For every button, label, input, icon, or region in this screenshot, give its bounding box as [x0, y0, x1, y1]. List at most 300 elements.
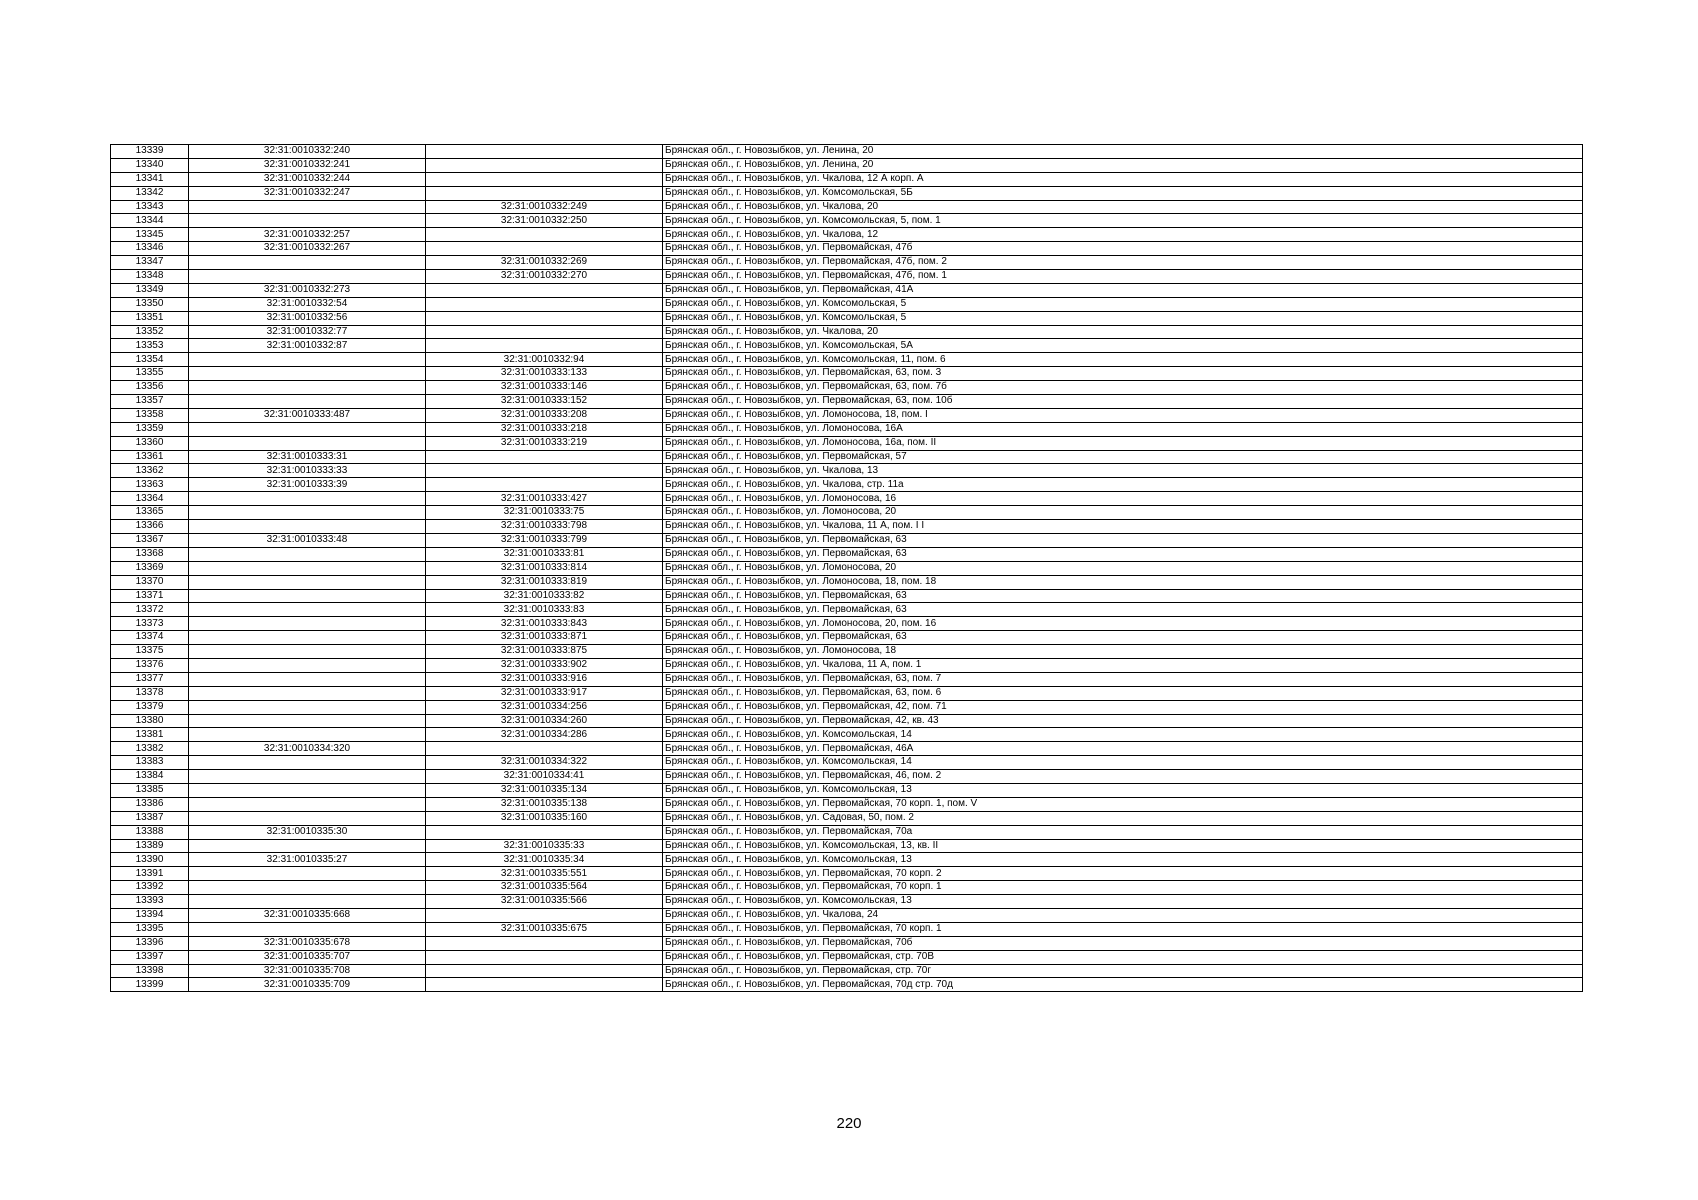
table-row	[111, 770, 1583, 784]
row-number-cell: 13363	[111, 478, 189, 492]
cadastral-number-alt-cell	[426, 908, 663, 922]
cadastral-number-alt-cell	[426, 145, 663, 159]
table-row	[111, 756, 1583, 770]
address-cell: Брянская обл., г. Новозыбков, ул. Чкалова, 12	[663, 228, 1583, 242]
cadastral-number-cell	[189, 506, 426, 520]
cadastral-number-alt-cell: 32:31:0010335:566	[426, 895, 663, 909]
table-row	[111, 908, 1583, 922]
table-row	[111, 589, 1583, 603]
table-row	[111, 658, 1583, 672]
cadastral-number-alt-cell: 32:31:0010333:83	[426, 603, 663, 617]
row-number-cell: 13386	[111, 797, 189, 811]
row-number-cell: 13393	[111, 895, 189, 909]
cadastral-number-cell	[189, 214, 426, 228]
table-row	[111, 311, 1583, 325]
cadastral-number-alt-cell: 32:31:0010335:675	[426, 922, 663, 936]
table-row	[111, 381, 1583, 395]
row-number-cell: 13341	[111, 172, 189, 186]
row-number-cell: 13353	[111, 339, 189, 353]
cadastral-number-alt-cell: 32:31:0010335:134	[426, 783, 663, 797]
row-number-cell: 13374	[111, 631, 189, 645]
row-number-cell: 13382	[111, 742, 189, 756]
cadastral-number-alt-cell: 32:31:0010332:270	[426, 270, 663, 284]
cadastral-number-alt-cell	[426, 172, 663, 186]
table-row	[111, 297, 1583, 311]
table-row	[111, 520, 1583, 534]
cadastral-number-cell	[189, 672, 426, 686]
cadastral-number-alt-cell: 32:31:0010333:843	[426, 617, 663, 631]
cadastral-number-cell	[189, 714, 426, 728]
cadastral-number-cell: 32:31:0010333:39	[189, 478, 426, 492]
table-row	[111, 158, 1583, 172]
address-cell: Брянская обл., г. Новозыбков, ул. Ломоносова, 18, пом. 18	[663, 575, 1583, 589]
address-cell: Брянская обл., г. Новозыбков, ул. Комсомольская, 13, кв. II	[663, 839, 1583, 853]
cadastral-number-cell	[189, 492, 426, 506]
address-cell: Брянская обл., г. Новозыбков, ул. Ломоносова, 20	[663, 561, 1583, 575]
cadastral-number-cell	[189, 520, 426, 534]
cadastral-number-cell: 32:31:0010333:48	[189, 533, 426, 547]
cadastral-number-cell	[189, 270, 426, 284]
table-row	[111, 964, 1583, 978]
cadastral-number-alt-cell	[426, 242, 663, 256]
table-row	[111, 353, 1583, 367]
table-row	[111, 422, 1583, 436]
cadastral-number-cell	[189, 728, 426, 742]
cadastral-number-cell: 32:31:0010335:30	[189, 825, 426, 839]
address-cell: Брянская обл., г. Новозыбков, ул. Комсомольская, 5Б	[663, 186, 1583, 200]
table-row	[111, 256, 1583, 270]
row-number-cell: 13349	[111, 283, 189, 297]
cadastral-number-cell: 32:31:0010332:54	[189, 297, 426, 311]
cadastral-number-cell: 32:31:0010332:240	[189, 145, 426, 159]
cadastral-number-alt-cell	[426, 742, 663, 756]
row-number-cell: 13398	[111, 964, 189, 978]
row-number-cell: 13375	[111, 645, 189, 659]
table-row	[111, 270, 1583, 284]
row-number-cell: 13368	[111, 547, 189, 561]
address-cell: Брянская обл., г. Новозыбков, ул. Первомайская, 46, пом. 2	[663, 770, 1583, 784]
cadastral-number-alt-cell	[426, 936, 663, 950]
row-number-cell: 13391	[111, 867, 189, 881]
row-number-cell: 13359	[111, 422, 189, 436]
cadastral-number-alt-cell	[426, 158, 663, 172]
cadastral-number-cell	[189, 200, 426, 214]
table-row	[111, 728, 1583, 742]
table-row	[111, 533, 1583, 547]
row-number-cell: 13372	[111, 603, 189, 617]
address-cell: Брянская обл., г. Новозыбков, ул. Первомайская, 47б	[663, 242, 1583, 256]
row-number-cell: 13389	[111, 839, 189, 853]
table-row	[111, 839, 1583, 853]
table-row	[111, 686, 1583, 700]
cadastral-number-cell: 32:31:0010332:273	[189, 283, 426, 297]
address-cell: Брянская обл., г. Новозыбков, ул. Комсомольская, 14	[663, 756, 1583, 770]
address-cell: Брянская обл., г. Новозыбков, ул. Чкалова, 20	[663, 200, 1583, 214]
row-number-cell: 13361	[111, 450, 189, 464]
cadastral-number-cell	[189, 367, 426, 381]
address-cell: Брянская обл., г. Новозыбков, ул. Первомайская, 63	[663, 631, 1583, 645]
address-cell: Брянская обл., г. Новозыбков, ул. Первомайская, 70 корп. 2	[663, 867, 1583, 881]
table-row	[111, 325, 1583, 339]
table-row	[111, 436, 1583, 450]
page-number: 220	[836, 1115, 862, 1132]
address-cell: Брянская обл., г. Новозыбков, ул. Комсомольская, 5, пом. 1	[663, 214, 1583, 228]
cadastral-number-alt-cell	[426, 964, 663, 978]
table-row	[111, 450, 1583, 464]
address-cell: Брянская обл., г. Новозыбков, ул. Первомайская, 42, пом. 71	[663, 700, 1583, 714]
address-cell: Брянская обл., г. Новозыбков, ул. Чкалова, 24	[663, 908, 1583, 922]
cadastral-number-alt-cell	[426, 978, 663, 992]
row-number-cell: 13340	[111, 158, 189, 172]
row-number-cell: 13346	[111, 242, 189, 256]
address-cell: Брянская обл., г. Новозыбков, ул. Первомайская, 63, пом. 3	[663, 367, 1583, 381]
address-cell: Брянская обл., г. Новозыбков, ул. Первомайская, 70 корп. 1	[663, 881, 1583, 895]
table-row	[111, 172, 1583, 186]
address-cell: Брянская обл., г. Новозыбков, ул. Ломоносова, 16	[663, 492, 1583, 506]
cadastral-number-cell	[189, 589, 426, 603]
row-number-cell: 13351	[111, 311, 189, 325]
cadastral-number-cell	[189, 770, 426, 784]
cadastral-number-cell: 32:31:0010332:77	[189, 325, 426, 339]
table-row	[111, 617, 1583, 631]
row-number-cell: 13366	[111, 520, 189, 534]
row-number-cell: 13370	[111, 575, 189, 589]
table-row	[111, 700, 1583, 714]
cadastral-number-cell: 32:31:0010333:31	[189, 450, 426, 464]
row-number-cell: 13399	[111, 978, 189, 992]
cadastral-number-alt-cell	[426, 339, 663, 353]
address-cell: Брянская обл., г. Новозыбков, ул. Первомайская, 42, кв. 43	[663, 714, 1583, 728]
row-number-cell: 13373	[111, 617, 189, 631]
cadastral-number-cell: 32:31:0010332:267	[189, 242, 426, 256]
cadastral-number-cell: 32:31:0010335:707	[189, 950, 426, 964]
address-cell: Брянская обл., г. Новозыбков, ул. Чкалова, 12 А корп. А	[663, 172, 1583, 186]
row-number-cell: 13350	[111, 297, 189, 311]
cadastral-number-alt-cell: 32:31:0010335:551	[426, 867, 663, 881]
table-row	[111, 492, 1583, 506]
cadastral-number-cell	[189, 381, 426, 395]
cadastral-number-alt-cell: 32:31:0010333:133	[426, 367, 663, 381]
cadastral-number-cell: 32:31:0010332:244	[189, 172, 426, 186]
address-cell: Брянская обл., г. Новозыбков, ул. Первомайская, 63, пом. 7	[663, 672, 1583, 686]
row-number-cell: 13358	[111, 408, 189, 422]
row-number-cell: 13378	[111, 686, 189, 700]
cadastral-number-cell: 32:31:0010332:257	[189, 228, 426, 242]
cadastral-number-alt-cell	[426, 297, 663, 311]
address-cell: Брянская обл., г. Новозыбков, ул. Ленина, 20	[663, 145, 1583, 159]
cadastral-number-cell	[189, 256, 426, 270]
cadastral-number-cell	[189, 881, 426, 895]
row-number-cell: 13354	[111, 353, 189, 367]
cadastral-number-alt-cell	[426, 325, 663, 339]
row-number-cell: 13384	[111, 770, 189, 784]
cadastral-number-cell	[189, 603, 426, 617]
cadastral-number-cell: 32:31:0010333:487	[189, 408, 426, 422]
cadastral-number-alt-cell: 32:31:0010332:269	[426, 256, 663, 270]
table-row	[111, 242, 1583, 256]
table-row	[111, 895, 1583, 909]
cadastral-number-alt-cell	[426, 283, 663, 297]
table-row	[111, 603, 1583, 617]
row-number-cell: 13369	[111, 561, 189, 575]
cadastral-number-alt-cell: 32:31:0010333:219	[426, 436, 663, 450]
cadastral-number-cell	[189, 686, 426, 700]
cadastral-number-cell: 32:31:0010332:247	[189, 186, 426, 200]
address-cell: Брянская обл., г. Новозыбков, ул. Чкалова, 11 А, пом. 1	[663, 658, 1583, 672]
table-row	[111, 922, 1583, 936]
cadastral-number-cell	[189, 353, 426, 367]
cadastral-number-cell	[189, 645, 426, 659]
cadastral-number-cell	[189, 895, 426, 909]
address-cell: Брянская обл., г. Новозыбков, ул. Ломоносова, 16А	[663, 422, 1583, 436]
row-number-cell: 13365	[111, 506, 189, 520]
table-row	[111, 950, 1583, 964]
row-number-cell: 13339	[111, 145, 189, 159]
table-row	[111, 200, 1583, 214]
cadastral-number-cell	[189, 658, 426, 672]
table-row	[111, 742, 1583, 756]
cadastral-number-alt-cell	[426, 228, 663, 242]
row-number-cell: 13396	[111, 936, 189, 950]
cadastral-number-alt-cell: 32:31:0010335:160	[426, 811, 663, 825]
cadastral-number-cell	[189, 617, 426, 631]
address-cell: Брянская обл., г. Новозыбков, ул. Комсомольская, 5А	[663, 339, 1583, 353]
address-cell: Брянская обл., г. Новозыбков, ул. Первомайская, 57	[663, 450, 1583, 464]
address-cell: Брянская обл., г. Новозыбков, ул. Комсомольская, 13	[663, 783, 1583, 797]
row-number-cell: 13397	[111, 950, 189, 964]
cadastral-number-alt-cell	[426, 464, 663, 478]
address-cell: Брянская обл., г. Новозыбков, ул. Чкалова, 20	[663, 325, 1583, 339]
table-row	[111, 367, 1583, 381]
cadastral-number-alt-cell: 32:31:0010334:41	[426, 770, 663, 784]
table-row	[111, 853, 1583, 867]
register-table-body	[111, 145, 1583, 992]
cadastral-number-cell	[189, 783, 426, 797]
cadastral-number-cell: 32:31:0010335:709	[189, 978, 426, 992]
cadastral-number-cell: 32:31:0010334:320	[189, 742, 426, 756]
cadastral-number-alt-cell: 32:31:0010332:94	[426, 353, 663, 367]
row-number-cell: 13385	[111, 783, 189, 797]
table-row	[111, 978, 1583, 992]
cadastral-number-cell	[189, 797, 426, 811]
row-number-cell: 13364	[111, 492, 189, 506]
cadastral-number-cell: 32:31:0010333:33	[189, 464, 426, 478]
table-row	[111, 561, 1583, 575]
row-number-cell: 13355	[111, 367, 189, 381]
address-cell: Брянская обл., г. Новозыбков, ул. Комсомольская, 5	[663, 311, 1583, 325]
cadastral-number-cell	[189, 631, 426, 645]
address-cell: Брянская обл., г. Новозыбков, ул. Комсомольская, 13	[663, 853, 1583, 867]
table-row	[111, 506, 1583, 520]
cadastral-number-alt-cell: 32:31:0010333:75	[426, 506, 663, 520]
register-table	[110, 144, 1583, 992]
cadastral-number-alt-cell: 32:31:0010333:917	[426, 686, 663, 700]
table-row	[111, 547, 1583, 561]
row-number-cell: 13388	[111, 825, 189, 839]
cadastral-number-alt-cell	[426, 478, 663, 492]
address-cell: Брянская обл., г. Новозыбков, ул. Ломоносова, 18, пом. I	[663, 408, 1583, 422]
address-cell: Брянская обл., г. Новозыбков, ул. Комсомольская, 13	[663, 895, 1583, 909]
table-row	[111, 464, 1583, 478]
row-number-cell: 13347	[111, 256, 189, 270]
cadastral-number-alt-cell	[426, 186, 663, 200]
cadastral-number-alt-cell: 32:31:0010333:814	[426, 561, 663, 575]
cadastral-number-cell: 32:31:0010332:56	[189, 311, 426, 325]
cadastral-number-cell	[189, 575, 426, 589]
cadastral-number-alt-cell: 32:31:0010333:81	[426, 547, 663, 561]
table-row	[111, 672, 1583, 686]
cadastral-number-alt-cell: 32:31:0010333:799	[426, 533, 663, 547]
table-row	[111, 214, 1583, 228]
cadastral-number-cell	[189, 867, 426, 881]
cadastral-number-alt-cell: 32:31:0010334:286	[426, 728, 663, 742]
address-cell: Брянская обл., г. Новозыбков, ул. Первомайская, 63, пом. 7б	[663, 381, 1583, 395]
cadastral-number-cell: 32:31:0010332:241	[189, 158, 426, 172]
table-row	[111, 395, 1583, 409]
row-number-cell: 13371	[111, 589, 189, 603]
row-number-cell: 13342	[111, 186, 189, 200]
cadastral-number-alt-cell: 32:31:0010334:260	[426, 714, 663, 728]
address-cell: Брянская обл., г. Новозыбков, ул. Первомайская, 63, пом. 6	[663, 686, 1583, 700]
row-number-cell: 13376	[111, 658, 189, 672]
row-number-cell: 13387	[111, 811, 189, 825]
address-cell: Брянская обл., г. Новозыбков, ул. Первомайская, стр. 70В	[663, 950, 1583, 964]
address-cell: Брянская обл., г. Новозыбков, ул. Первомайская, 46А	[663, 742, 1583, 756]
cadastral-number-cell: 32:31:0010332:87	[189, 339, 426, 353]
cadastral-number-cell	[189, 422, 426, 436]
address-cell: Брянская обл., г. Новозыбков, ул. Первомайская, 41А	[663, 283, 1583, 297]
table-row	[111, 881, 1583, 895]
cadastral-number-alt-cell	[426, 950, 663, 964]
table-row	[111, 783, 1583, 797]
cadastral-number-alt-cell: 32:31:0010333:875	[426, 645, 663, 659]
address-cell: Брянская обл., г. Новозыбков, ул. Первомайская, 63, пом. 10б	[663, 395, 1583, 409]
row-number-cell: 13392	[111, 881, 189, 895]
cadastral-number-cell	[189, 922, 426, 936]
address-cell: Брянская обл., г. Новозыбков, ул. Комсомольская, 5	[663, 297, 1583, 311]
row-number-cell: 13395	[111, 922, 189, 936]
address-cell: Брянская обл., г. Новозыбков, ул. Чкалова, 13	[663, 464, 1583, 478]
cadastral-number-alt-cell: 32:31:0010333:152	[426, 395, 663, 409]
address-cell: Брянская обл., г. Новозыбков, ул. Ломоносова, 16а, пом. II	[663, 436, 1583, 450]
address-cell: Брянская обл., г. Новозыбков, ул. Первомайская, 70 корп. 1	[663, 922, 1583, 936]
cadastral-number-alt-cell: 32:31:0010335:33	[426, 839, 663, 853]
row-number-cell: 13381	[111, 728, 189, 742]
address-cell: Брянская обл., г. Новозыбков, ул. Первомайская, 70б	[663, 936, 1583, 950]
table-row	[111, 145, 1583, 159]
cadastral-number-alt-cell	[426, 450, 663, 464]
row-number-cell: 13380	[111, 714, 189, 728]
cadastral-number-cell	[189, 561, 426, 575]
cadastral-number-cell: 32:31:0010335:678	[189, 936, 426, 950]
row-number-cell: 13352	[111, 325, 189, 339]
cadastral-number-alt-cell: 32:31:0010333:798	[426, 520, 663, 534]
cadastral-number-alt-cell: 32:31:0010333:218	[426, 422, 663, 436]
address-cell: Брянская обл., г. Новозыбков, ул. Первомайская, 70а	[663, 825, 1583, 839]
cadastral-number-cell: 32:31:0010335:27	[189, 853, 426, 867]
table-row	[111, 339, 1583, 353]
address-cell: Брянская обл., г. Новозыбков, ул. Комсомольская, 14	[663, 728, 1583, 742]
row-number-cell: 13343	[111, 200, 189, 214]
cadastral-number-cell	[189, 700, 426, 714]
address-cell: Брянская обл., г. Новозыбков, ул. Ленина, 20	[663, 158, 1583, 172]
row-number-cell: 13356	[111, 381, 189, 395]
row-number-cell: 13344	[111, 214, 189, 228]
table-row	[111, 228, 1583, 242]
row-number-cell: 13362	[111, 464, 189, 478]
address-cell: Брянская обл., г. Новозыбков, ул. Первомайская, 70д стр. 70д	[663, 978, 1583, 992]
row-number-cell: 13390	[111, 853, 189, 867]
address-cell: Брянская обл., г. Новозыбков, ул. Ломоносова, 20, пом. 16	[663, 617, 1583, 631]
cadastral-number-alt-cell: 32:31:0010332:250	[426, 214, 663, 228]
row-number-cell: 13367	[111, 533, 189, 547]
address-cell: Брянская обл., г. Новозыбков, ул. Чкалова, стр. 11а	[663, 478, 1583, 492]
cadastral-number-alt-cell: 32:31:0010335:34	[426, 853, 663, 867]
table-row	[111, 575, 1583, 589]
address-cell: Брянская обл., г. Новозыбков, ул. Первомайская, 47б, пом. 1	[663, 270, 1583, 284]
row-number-cell: 13357	[111, 395, 189, 409]
row-number-cell: 13360	[111, 436, 189, 450]
cadastral-number-alt-cell: 32:31:0010333:208	[426, 408, 663, 422]
cadastral-number-alt-cell: 32:31:0010333:902	[426, 658, 663, 672]
cadastral-number-alt-cell: 32:31:0010335:138	[426, 797, 663, 811]
row-number-cell: 13348	[111, 270, 189, 284]
address-cell: Брянская обл., г. Новозыбков, ул. Первомайская, 63	[663, 603, 1583, 617]
table-row	[111, 631, 1583, 645]
cadastral-number-cell	[189, 839, 426, 853]
cadastral-number-cell	[189, 547, 426, 561]
row-number-cell: 13377	[111, 672, 189, 686]
address-cell: Брянская обл., г. Новозыбков, ул. Первомайская, стр. 70г	[663, 964, 1583, 978]
table-row	[111, 825, 1583, 839]
cadastral-number-alt-cell: 32:31:0010334:256	[426, 700, 663, 714]
cadastral-number-alt-cell: 32:31:0010333:146	[426, 381, 663, 395]
address-cell: Брянская обл., г. Новозыбков, ул. Садовая, 50, пом. 2	[663, 811, 1583, 825]
address-cell: Брянская обл., г. Новозыбков, ул. Первомайская, 63	[663, 533, 1583, 547]
table-row	[111, 797, 1583, 811]
cadastral-number-cell: 32:31:0010335:668	[189, 908, 426, 922]
cadastral-number-alt-cell: 32:31:0010333:82	[426, 589, 663, 603]
cadastral-number-alt-cell: 32:31:0010332:249	[426, 200, 663, 214]
table-row	[111, 408, 1583, 422]
cadastral-number-alt-cell: 32:31:0010334:322	[426, 756, 663, 770]
address-cell: Брянская обл., г. Новозыбков, ул. Ломоносова, 18	[663, 645, 1583, 659]
table-row	[111, 714, 1583, 728]
cadastral-number-alt-cell: 32:31:0010335:564	[426, 881, 663, 895]
cadastral-number-cell	[189, 811, 426, 825]
cadastral-number-alt-cell: 32:31:0010333:871	[426, 631, 663, 645]
table-row	[111, 186, 1583, 200]
address-cell: Брянская обл., г. Новозыбков, ул. Ломоносова, 20	[663, 506, 1583, 520]
row-number-cell: 13383	[111, 756, 189, 770]
address-cell: Брянская обл., г. Новозыбков, ул. Первомайская, 63	[663, 547, 1583, 561]
address-cell: Брянская обл., г. Новозыбков, ул. Чкалова, 11 А, пом. I I	[663, 520, 1583, 534]
cadastral-number-cell	[189, 395, 426, 409]
cadastral-number-alt-cell: 32:31:0010333:916	[426, 672, 663, 686]
table-row	[111, 478, 1583, 492]
table-row	[111, 867, 1583, 881]
row-number-cell: 13379	[111, 700, 189, 714]
cadastral-number-cell: 32:31:0010335:708	[189, 964, 426, 978]
address-cell: Брянская обл., г. Новозыбков, ул. Первомайская, 47б, пом. 2	[663, 256, 1583, 270]
cadastral-number-cell	[189, 756, 426, 770]
address-cell: Брянская обл., г. Новозыбков, ул. Комсомольская, 11, пом. 6	[663, 353, 1583, 367]
table-row	[111, 811, 1583, 825]
table-row	[111, 283, 1583, 297]
table-row	[111, 645, 1583, 659]
cadastral-number-alt-cell	[426, 825, 663, 839]
cadastral-number-alt-cell: 32:31:0010333:427	[426, 492, 663, 506]
